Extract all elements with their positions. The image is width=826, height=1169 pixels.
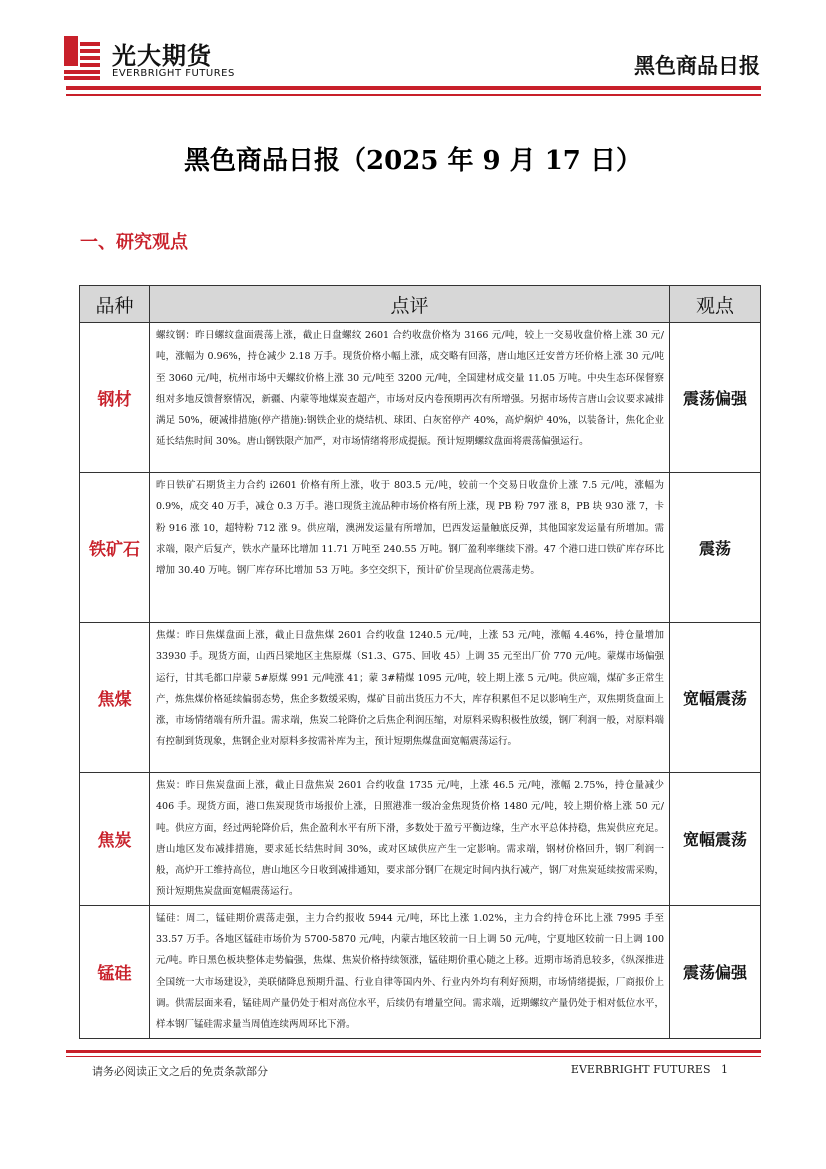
- column-header-comment: 点评: [150, 286, 670, 323]
- table-row: [80, 473, 761, 623]
- row-category: 铁矿石: [80, 473, 150, 623]
- page-number: 1: [721, 1063, 728, 1076]
- research-table: [79, 285, 761, 1039]
- row-category: 焦炭: [80, 773, 150, 906]
- row-category: 焦煤: [80, 623, 150, 773]
- row-view: 宽幅震荡: [670, 623, 761, 773]
- row-comment: 锰硅：周二，锰硅期价震荡走强，主力合约报收 5944 元/吨，环比上涨 1.02%，主力合约持仓环比上涨 7995 手至 33.57 万手。各地区锰硅市场价为 5700-5870 元/吨，内蒙古地区较前一日上调 50 元/吨，宁夏地区较前一日上调 100 元/吨。昨日黑色板块整体走势偏强，焦煤、焦炭价格持续领涨，锰硅期价重心随之上移。近期市场消息较多，《纵深推进全国统一大市场建设》，美联储降息预期升温、行业自律等国内外、行业内外均有利好预期，市场情绪提振，厂商报价上调。供需层面来看，锰硅周产量仍处于相对高位水平，后续仍有增量空间。需求端，近期螺纹产量仍处于相对低位水平，样本钢厂锰硅需求量当周值连续两周环比下滑。: [150, 905, 670, 1038]
- row-comment: 昨日铁矿石期货主力合约 i2601 价格有所上涨，收于 803.5 元/吨，较前一个交易日收盘价上涨 7.5 元/吨，涨幅为 0.9%，成交 40 万手，减仓 0.3 万手。港口现货主流品种市场价格有所上涨，现 PB 粉 797 涨 8，PB 块 930 涨 7，卡粉 916 涨 10，超特粉 712 涨 9。供应端，澳洲发运量有所增加，巴西发运量触底反弹，其他国家发运量有所增加。需求端，限产后复产，铁水产量环比增加 11.71 万吨至 240.55 万吨。钢厂盈利率继续下滑。47 个港口进口铁矿库存环比增加 30.40 万吨。钢厂库存环比增加 53 万吨。多空交织下，预计矿价呈现高位震荡走势。: [150, 473, 670, 623]
- table-row: [80, 905, 761, 1038]
- footer-company-name: EVERBRIGHT FUTURES: [570, 1063, 711, 1076]
- table-row: [80, 623, 761, 773]
- footer-company: [571, 1063, 728, 1076]
- row-category: 锰硅: [80, 905, 150, 1038]
- header-divider: [66, 86, 761, 90]
- header-divider-thin: [66, 94, 761, 96]
- footer-divider-thin: [66, 1056, 761, 1057]
- table-header-row: [80, 286, 761, 323]
- footer-disclaimer: 请务必阅读正文之后的免责条款部分: [92, 1065, 268, 1078]
- row-comment: 焦炭：昨日焦炭盘面上涨，截止日盘焦炭 2601 合约收盘 1735 元/吨，上涨 46.5 元/吨，涨幅 2.75%，持仓量减少 406 手。现货方面，港口焦炭现货市场报价上涨，日照港准一级冶金焦现货价格 1480 元/吨，较上期价格上涨 50 元/吨。供应方面，经过两轮降价后，焦企盈利水平有所下滑，多数处于盈亏平衡边缘，生产水平总体持稳，焦炭供应充足。唐山地区发布减排措施，要求延长结焦时间 30%，或对区域供应产生一定影响。需求端，钢材价格回升，钢厂利润一般，高炉开工维持高位，唐山地区今日收到减排通知，要求部分钢厂在规定时间内执行减产，钢厂对焦炭延续按需采购，预计短期焦炭盘面宽幅震荡运行。: [150, 773, 670, 906]
- logo-text-en: EVERBRIGHT FUTURES: [112, 68, 235, 79]
- everbright-logo-icon: [64, 36, 100, 80]
- row-view: 震荡: [670, 473, 761, 623]
- page-header: [0, 0, 826, 100]
- page-title: 黑色商品日报（2025 年 9 月 17 日）: [184, 146, 642, 176]
- row-view: 震荡偏强: [670, 905, 761, 1038]
- table-row: [80, 323, 761, 473]
- footer-divider: [66, 1050, 761, 1053]
- row-view: 宽幅震荡: [670, 773, 761, 906]
- row-comment: 螺纹钢：昨日螺纹盘面震荡上涨，截止日盘螺纹 2601 合约收盘价格为 3166 元/吨，较上一交易收盘价格上涨 30 元/吨，涨幅为 0.96%，持仓减少 2.18 万手。现货价格小幅上涨，成交略有回落，唐山地区迁安普方坯价格上涨 30 元/吨至 3060 元/吨，杭州市场中天螺纹价格上涨 30 元/吨至 3200 元/吨，全国建材成交量 11.05 万吨。中央生态环保督察组对多地反馈督察情况，新疆、内蒙等地煤炭查超产，市场对反内卷预期再次有所增强。另据市场传言唐山会议要求减排满足 50%，硬减排措施(停产措施):钢铁企业的烧结机、球团、白灰窑停产 40%，高炉焖炉 40%，以装备计，焦化企业延长结焦时间 30%。唐山钢铁限产加严，对市场情绪将形成提振。预计短期螺纹盘面将震荡偏强运行。: [150, 323, 670, 473]
- row-comment: 焦煤：昨日焦煤盘面上涨，截止日盘焦煤 2601 合约收盘 1240.5 元/吨，上涨 53 元/吨，涨幅 4.46%，持仓量增加 33930 手。现货方面，山西吕梁地区主焦原煤（S1.3、G75、回收 45）上调 35 元至出厂价 770 元/吨。蒙煤市场偏强运行，甘其毛都口岸蒙 5#原煤 991 元/吨涨 41；蒙 3#精煤 1095 元/吨，较上期上涨 5 元/吨。供应端，煤矿多正常生产，炼焦煤价格延续偏弱态势，焦企多数缓采购，煤矿目前出货压力不大，库存积累但不足以影响生产，双焦期货盘面上涨，市场情绪端有所升温。需求端，焦炭二轮降价之后焦企利润压缩，对原料采购积极性放缓，钢厂利润一般，对原料端有控制到货现象，焦钢企业对原料多按需补库为主，预计短期焦煤盘面宽幅震荡运行。: [150, 623, 670, 773]
- header-title: 黑色商品日报: [634, 54, 760, 78]
- row-view: 震荡偏强: [670, 323, 761, 473]
- table-row: [80, 773, 761, 906]
- row-category: 钢材: [80, 323, 150, 473]
- column-header-view: 观点: [670, 286, 761, 323]
- column-header-category: 品种: [80, 286, 150, 323]
- section-title: 一、研究观点: [80, 232, 188, 253]
- logo-text-cn: 光大期货: [112, 42, 212, 70]
